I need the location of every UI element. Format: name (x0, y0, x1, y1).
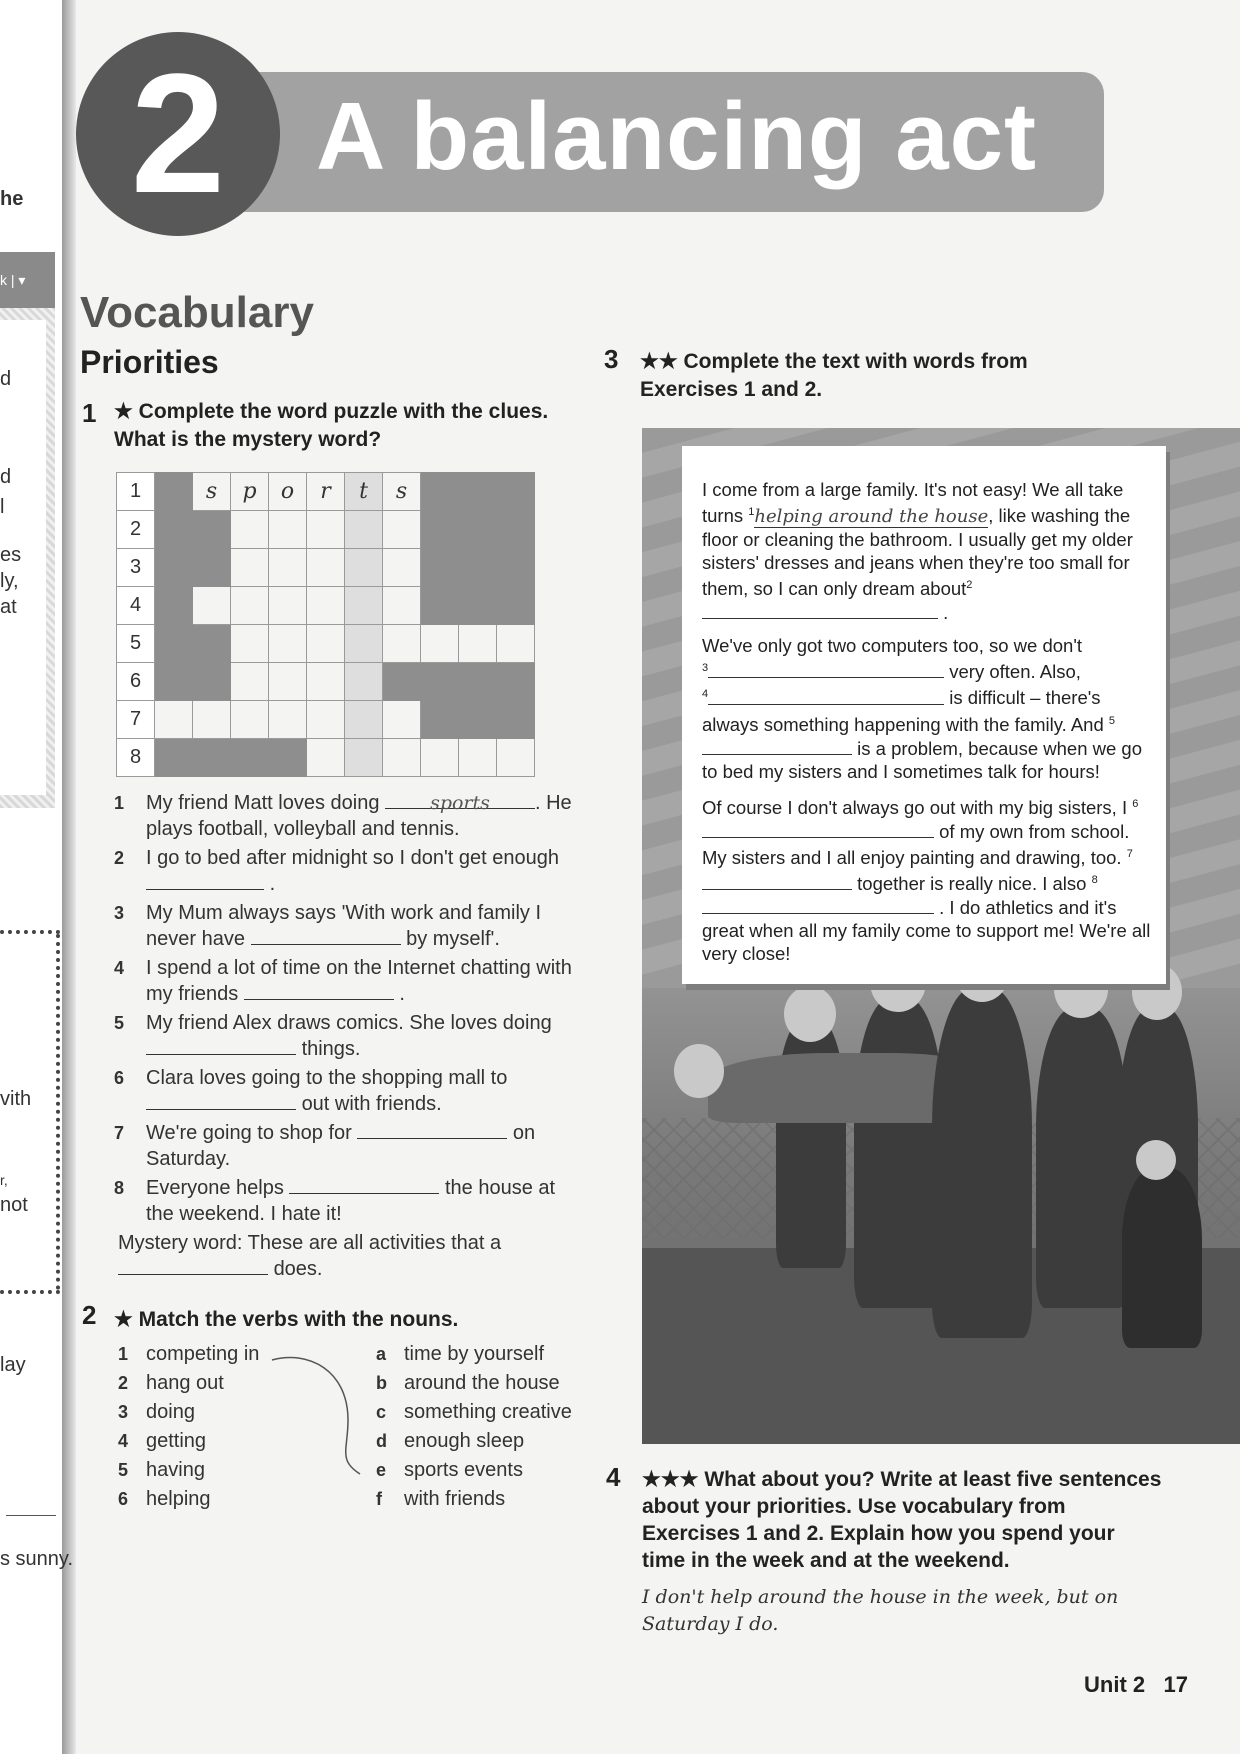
text-segment: We've only got two computers too, so we don't (702, 635, 1082, 657)
exercise-3-instruction (640, 348, 1120, 404)
answer-blank[interactable] (357, 1120, 507, 1139)
text-segment: I do athletics and it's great when all my family come to support me! We're all very close! (702, 897, 1151, 965)
crossword-blocked-cell (383, 663, 421, 701)
verb-number: 6 (118, 1489, 129, 1509)
paragraph: I come from a large family. It's not easy! We all take turns $^1$helping around the house, like washing the floor or cleaning the bathroom. I usually get my older sisters' dresses and jeans when they're too small for them, so I can only dream about$^2$ . (702, 479, 1133, 624)
left-dropdown-label: k | ▾ (0, 272, 26, 288)
left-text-fragment: he (0, 188, 24, 210)
verb-number: 2 (118, 1373, 129, 1393)
clue-text: My friend Matt loves doing (146, 792, 380, 814)
crossword-row-number: 8 (117, 739, 155, 777)
left-text-fragment: l (0, 496, 5, 518)
crossword-cell[interactable] (193, 587, 231, 625)
noun-letter: d (376, 1431, 387, 1451)
crossword-row-number: 3 (117, 549, 155, 587)
crossword-blocked-cell (421, 511, 459, 549)
crossword-blocked-cell (155, 739, 193, 777)
footer-unit-label: Unit 2 (1084, 1672, 1146, 1697)
clue-item (114, 900, 584, 952)
noun-letter: f (376, 1489, 382, 1509)
left-text-fragment: ly, (0, 570, 19, 592)
answer-blank[interactable] (702, 819, 934, 838)
mystery-word-line (114, 1230, 584, 1282)
clue-number: 6 (114, 1068, 125, 1088)
noun-item[interactable] (376, 1427, 524, 1455)
verb-item[interactable] (118, 1369, 224, 1397)
crossword-blocked-cell (193, 663, 231, 701)
crossword-blocked-cell (459, 511, 497, 549)
crossword-blocked-cell (193, 549, 231, 587)
page-number: 17 (1163, 1672, 1188, 1697)
text-segment: very often. Also, (949, 661, 1081, 683)
noun-item[interactable] (376, 1340, 544, 1368)
photo-face (784, 986, 836, 1042)
answer-blank[interactable] (708, 659, 944, 678)
left-text-fragment: not (0, 1194, 28, 1216)
left-text-fragment: at (0, 596, 17, 618)
section-heading: Vocabulary (80, 288, 314, 337)
crossword-blocked-cell (497, 549, 535, 587)
photo-person (1036, 1008, 1128, 1308)
clue-item (114, 1120, 584, 1172)
clue-number: 7 (114, 1123, 125, 1143)
crossword-cell[interactable] (231, 701, 269, 739)
text-segment: , like washing the floor or cleaning the bathroom. I usually get my older sisters' dresses and jeans when they're too small for them, so I can only dream about (702, 505, 1133, 600)
noun-item[interactable] (376, 1369, 560, 1397)
dotted-divider (56, 934, 60, 1290)
crossword-blocked-cell (155, 473, 193, 511)
exercise-4-instruction-text: What about you? Write at least five sentences about your priorities. Use vocabulary from Exercises 1 and 2. Explain how you spend your time in the week and at the weekend. (642, 1468, 1162, 1572)
left-text-fragment: r, (0, 1172, 8, 1188)
crossword-cell[interactable] (307, 701, 345, 739)
exercise-2-number: 2 (82, 1300, 97, 1330)
gap-fill-text (702, 478, 1152, 975)
mystery-word-text: does. (273, 1258, 323, 1280)
crossword-row (117, 549, 535, 587)
verb-number: 5 (118, 1460, 129, 1480)
crossword-blocked-cell (269, 739, 307, 777)
left-text-fragment: lay (0, 1354, 26, 1376)
unit-title: A balancing act (316, 83, 1037, 190)
exercise-1-instruction (114, 398, 574, 454)
verb-item[interactable] (118, 1398, 195, 1426)
crossword-cell[interactable]: s (383, 473, 421, 511)
crossword-row (117, 739, 535, 777)
exercise-3-number: 3 (604, 344, 619, 374)
clue-text: . (269, 873, 276, 895)
crossword-mystery-cell[interactable] (345, 587, 383, 625)
crossword-cell[interactable] (383, 739, 421, 777)
crossword-row-number: 2 (117, 511, 155, 549)
crossword-row (117, 511, 535, 549)
noun-text: around the house (404, 1372, 560, 1394)
crossword-cell[interactable] (269, 587, 307, 625)
gap-number: 8 (1091, 874, 1098, 887)
crossword-cell[interactable] (307, 511, 345, 549)
verb-text: helping (146, 1488, 211, 1510)
photo-person (1122, 1168, 1202, 1348)
verb-text: having (146, 1459, 205, 1481)
crossword-cell[interactable] (307, 739, 345, 777)
clue-text: . (399, 983, 405, 1005)
noun-text: time by yourself (404, 1343, 545, 1365)
text-segment: is a problem, because when we go to bed my sisters and I sometimes talk for hours! (702, 737, 1143, 782)
crossword-cell[interactable] (231, 625, 269, 663)
crossword-cell[interactable] (231, 549, 269, 587)
crossword-blocked-cell (231, 739, 269, 777)
exercise-4-number: 4 (606, 1462, 621, 1492)
gap-number: 6 (1132, 797, 1139, 810)
answer-blank[interactable] (251, 926, 401, 945)
crossword-blocked-cell (421, 549, 459, 587)
clue-number: 3 (114, 903, 125, 923)
crossword-row (117, 587, 535, 625)
answer-blank[interactable] (708, 686, 944, 705)
answer-blank[interactable] (702, 736, 852, 755)
clue-number: 2 (114, 848, 125, 868)
exercise-2-instruction-text: Match the verbs with the nouns. (138, 1308, 459, 1331)
crossword-blocked-cell (497, 473, 535, 511)
unit-number: 2 (130, 39, 226, 229)
crossword-blocked-cell (155, 587, 193, 625)
left-text-fragment: es (0, 544, 22, 566)
book-gutter (62, 0, 76, 1754)
crossword-row (117, 473, 535, 511)
crossword-blocked-cell (497, 511, 535, 549)
crossword-blocked-cell (421, 473, 459, 511)
crossword-cell[interactable]: s (193, 473, 231, 511)
answer-blank[interactable] (385, 790, 535, 814)
clue-text: the house at the weekend. I hate it! (146, 1177, 556, 1225)
crossword-cell[interactable] (269, 663, 307, 701)
crossword-cell[interactable] (155, 701, 193, 739)
crossword-mystery-cell[interactable] (345, 663, 383, 701)
left-text-fragment: d (0, 466, 12, 488)
noun-item[interactable] (376, 1485, 505, 1513)
crossword-mystery-cell[interactable] (345, 701, 383, 739)
crossword-cell[interactable]: p (231, 473, 269, 511)
answer-blank[interactable] (146, 1091, 296, 1110)
crossword-cell[interactable] (307, 587, 345, 625)
crossword-cell[interactable] (231, 511, 269, 549)
exercise-1-instruction-text: Complete the word puzzle with the clues. What is the mystery word? (114, 400, 549, 451)
text-segment: together is really nice. I also (857, 873, 1087, 895)
crossword-row-number: 6 (117, 663, 155, 701)
crossword-mystery-cell[interactable] (345, 549, 383, 587)
crossword-blocked-cell (421, 587, 459, 625)
example-match-line (268, 1350, 388, 1480)
crossword-blocked-cell (193, 739, 231, 777)
noun-text: sports events (404, 1459, 523, 1481)
crossword-row-number: 4 (117, 587, 155, 625)
crossword-blocked-cell (459, 663, 497, 701)
crossword-cell[interactable]: o (269, 473, 307, 511)
clue-item (114, 955, 584, 1007)
left-text-fragment: d (0, 368, 12, 390)
example-answer: sports (430, 792, 490, 814)
clue-number: 5 (114, 1013, 125, 1033)
verb-text: hang out (146, 1372, 224, 1394)
noun-item[interactable] (376, 1398, 572, 1426)
star-rating: ★ (114, 1308, 133, 1331)
crossword-blocked-cell (459, 549, 497, 587)
example-answer: helping around the house (754, 506, 989, 528)
clue-number: 4 (114, 958, 125, 978)
noun-text: with friends (404, 1488, 506, 1510)
clue-text: things. (301, 1038, 361, 1060)
crossword-cell[interactable] (421, 739, 459, 777)
answer-blank[interactable] (702, 871, 852, 890)
model-answer: I don't help around the house in the week, but on Saturday I do. (642, 1586, 1119, 1635)
crossword-cell[interactable] (497, 625, 535, 663)
verb-item[interactable] (118, 1427, 206, 1455)
exercise-4-instruction (642, 1466, 1162, 1574)
crossword-cell[interactable] (193, 701, 231, 739)
crossword-cell[interactable] (497, 739, 535, 777)
crossword-blocked-cell (421, 701, 459, 739)
crossword-cell[interactable] (383, 625, 421, 663)
crossword-cell[interactable] (383, 549, 421, 587)
answer-blank[interactable] (702, 600, 938, 619)
noun-letter: c (376, 1402, 387, 1422)
noun-letter: e (376, 1460, 387, 1480)
verb-number: 3 (118, 1402, 129, 1422)
answer-blank[interactable] (244, 981, 394, 1000)
photo-person (932, 988, 1032, 1338)
clue-text: by myself'. (406, 928, 500, 950)
crossword-puzzle (116, 472, 535, 777)
text-segment: of my own from school. My sisters and I all enjoy painting and drawing, too. (702, 820, 1130, 869)
clue-text: I spend a lot of time on the Internet chatting with my friends (146, 957, 572, 1005)
star-rating: ★ (114, 400, 133, 423)
crossword-row (117, 625, 535, 663)
gap-number: 2 (966, 579, 973, 592)
clue-text: I go to bed after midnight so I don't get enough (146, 847, 559, 869)
clue-text: on Saturday. (146, 1122, 536, 1170)
crossword-blocked-cell (497, 663, 535, 701)
crossword-cell[interactable] (307, 549, 345, 587)
crossword-cell[interactable] (307, 625, 345, 663)
crossword-mystery-cell[interactable]: t (345, 473, 383, 511)
gap-number: 1 (748, 506, 755, 518)
crossword-blocked-cell (155, 511, 193, 549)
crossword-blocked-cell (459, 587, 497, 625)
left-underline (6, 1515, 56, 1516)
noun-item[interactable] (376, 1456, 523, 1484)
noun-text: something creative (404, 1401, 572, 1423)
clue-item (114, 790, 584, 842)
crossword-row-number: 5 (117, 625, 155, 663)
crossword-cell[interactable] (459, 625, 497, 663)
clue-text: My Mum always says 'With work and family I never have (146, 902, 542, 950)
crossword-cell[interactable] (269, 549, 307, 587)
paragraph (702, 634, 1152, 782)
left-text-fragment: s sunny. (0, 1548, 73, 1570)
text-segment: I come from a large family. It's not easy! We all take turns (702, 479, 1124, 527)
noun-text: enough sleep (404, 1430, 525, 1452)
crossword-mystery-cell[interactable] (345, 625, 383, 663)
crossword-row (117, 701, 535, 739)
text-segment: is difficult – there's always something happening with the family. And (702, 687, 1104, 735)
mystery-word-label: Mystery word: (118, 1232, 243, 1254)
crossword-cell[interactable] (269, 625, 307, 663)
crossword-cell[interactable] (269, 701, 307, 739)
star-rating: ★★★ (642, 1468, 699, 1491)
verb-text: competing in (146, 1343, 260, 1365)
verb-number: 1 (118, 1344, 129, 1364)
crossword-cell[interactable] (269, 511, 307, 549)
crossword-cell[interactable] (383, 701, 421, 739)
crossword-mystery-cell[interactable] (345, 511, 383, 549)
crossword-blocked-cell (193, 511, 231, 549)
crossword-cell[interactable] (383, 511, 421, 549)
verb-text: getting (146, 1430, 207, 1452)
gap-number: 5 (1108, 714, 1116, 727)
clue-text: out with friends. (301, 1093, 442, 1115)
crossword-cell[interactable] (231, 663, 269, 701)
clue-number: 1 (114, 793, 125, 813)
mystery-word-text: These are all activities that a (247, 1232, 502, 1254)
clue-text: We're going to shop for (146, 1122, 352, 1144)
crossword-blocked-cell (459, 473, 497, 511)
photo-person (854, 998, 944, 1308)
verb-text: doing (146, 1401, 195, 1423)
clue-item (114, 1175, 584, 1227)
clue-item (114, 845, 584, 897)
crossword-cell[interactable] (459, 739, 497, 777)
crossword-cell[interactable] (307, 663, 345, 701)
crossword-cell[interactable] (383, 587, 421, 625)
clue-text: My friend Alex draws comics. She loves doing (146, 1012, 552, 1034)
gap-number: 7 (1126, 847, 1133, 860)
crossword-blocked-cell (193, 625, 231, 663)
crossword-blocked-cell (155, 663, 193, 701)
crossword-blocked-cell (497, 587, 535, 625)
clue-text: Everyone helps (146, 1177, 284, 1199)
answer-blank[interactable] (146, 871, 264, 890)
clue-text: . He plays football, volleyball and tennis. (146, 792, 572, 840)
crossword-row-number: 1 (117, 473, 155, 511)
crossword-cell[interactable] (231, 587, 269, 625)
left-page-fragment (0, 0, 73, 1754)
text-segment: Of course I don't always go out with my big sisters, I (702, 796, 1128, 818)
noun-letter: a (376, 1344, 387, 1364)
crossword-cell[interactable]: r (307, 473, 345, 511)
crossword-blocked-cell (155, 625, 193, 663)
clue-text: Clara loves going to the shopping mall to (146, 1067, 508, 1089)
clue-item (114, 1010, 584, 1062)
gap-number: 3 (702, 662, 709, 675)
paragraph: Of course I don't always go out with my big sisters, I $^6$ of my own from school. My sisters and I all enjoy painting and drawing, too. $^7$ together is really nice. I also $^8$ . I do athletics and it's great when all my family come to support me! We're all very close! (702, 796, 1151, 965)
dotted-divider (0, 930, 60, 934)
clue-item (114, 1065, 584, 1117)
crossword-blocked-cell (421, 663, 459, 701)
clue-number: 8 (114, 1178, 125, 1198)
crossword-row-number: 7 (117, 701, 155, 739)
answer-blank[interactable] (118, 1256, 268, 1275)
crossword-blocked-cell (459, 701, 497, 739)
crossword-blocked-cell (497, 701, 535, 739)
section-subheading: Priorities (80, 344, 219, 380)
left-dropdown-bar (0, 252, 55, 308)
photo-face (674, 1044, 724, 1098)
verb-number: 4 (118, 1431, 129, 1451)
crossword-mystery-cell[interactable] (345, 739, 383, 777)
crossword-blocked-cell (155, 549, 193, 587)
answer-blank[interactable] (146, 1036, 296, 1055)
verb-item[interactable] (118, 1485, 211, 1513)
star-rating: ★★ (640, 350, 678, 373)
dotted-divider (0, 1290, 60, 1294)
answer-blank[interactable] (289, 1175, 439, 1194)
gap-number: 4 (702, 688, 709, 701)
left-text-fragment: vith (0, 1088, 32, 1110)
page-footer (1084, 1672, 1188, 1698)
crossword-cell[interactable] (421, 625, 459, 663)
photo-face (1136, 1140, 1176, 1180)
noun-letter: b (376, 1373, 387, 1393)
exercise-2-instruction (114, 1306, 584, 1334)
verb-item[interactable] (118, 1340, 259, 1368)
exercise-1-number: 1 (82, 398, 97, 428)
exercise-3-instruction-text: Complete the text with words from Exercises 1 and 2. (640, 350, 1028, 401)
answer-blank[interactable] (702, 895, 934, 914)
verb-item[interactable] (118, 1456, 205, 1484)
clue-list (114, 790, 584, 1285)
crossword-row (117, 663, 535, 701)
